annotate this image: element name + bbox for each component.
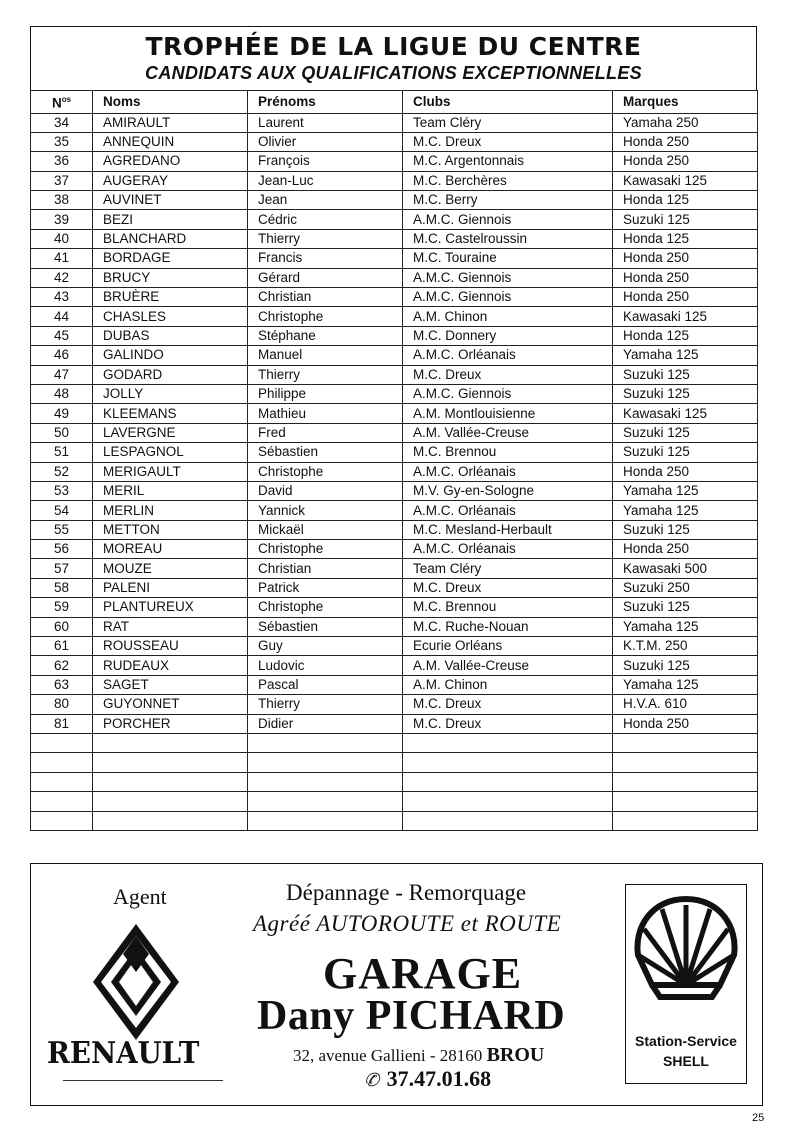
cell-number: 53: [31, 481, 93, 500]
cell-surname: AUGERAY: [93, 171, 248, 190]
cell-club: M.C. Dreux: [403, 365, 613, 384]
shell-caption-line1: Station-Service: [635, 1033, 737, 1049]
owner-name: Dany PICHARD: [257, 993, 566, 1039]
cell-surname: BRUÈRE: [93, 288, 248, 307]
cell-brand: Yamaha 125: [613, 481, 758, 500]
table-row: [31, 171, 758, 190]
cell-firstname: Gérard: [248, 268, 403, 287]
cell-number: 35: [31, 132, 93, 151]
cell-brand: Honda 125: [613, 326, 758, 345]
table-row: [31, 772, 758, 791]
cell-surname: CHASLES: [93, 307, 248, 326]
cell-firstname: Christian: [248, 559, 403, 578]
cell-number: 54: [31, 501, 93, 520]
table-body: [31, 113, 758, 830]
cell-brand: Suzuki 125: [613, 423, 758, 442]
cell-brand: Suzuki 125: [613, 365, 758, 384]
garage-advertisement: [30, 863, 763, 1106]
cell-number: 46: [31, 346, 93, 365]
cell-number: 47: [31, 365, 93, 384]
table-row: [31, 656, 758, 675]
cell-number: 63: [31, 675, 93, 694]
cell-club: A.M.C. Giennois: [403, 288, 613, 307]
services-line: Dépannage - Remorquage: [286, 880, 527, 905]
cell-brand: [613, 734, 758, 753]
cell-number: 50: [31, 423, 93, 442]
cell-club: A.M.C. Giennois: [403, 268, 613, 287]
cell-number: 58: [31, 578, 93, 597]
cell-brand: Honda 250: [613, 288, 758, 307]
cell-surname: PLANTUREUX: [93, 598, 248, 617]
cell-surname: KLEEMANS: [93, 404, 248, 423]
cell-number: [31, 753, 93, 772]
cell-brand: Suzuki 125: [613, 210, 758, 229]
cell-brand: [613, 772, 758, 791]
cell-club: M.C. Argentonnais: [403, 152, 613, 171]
cell-firstname: Cédric: [248, 210, 403, 229]
cell-club: Team Cléry: [403, 559, 613, 578]
cell-number: 55: [31, 520, 93, 539]
agent-label: Agent: [113, 884, 167, 909]
cell-brand: Suzuki 125: [613, 384, 758, 403]
column-header-number: $N^{os}$: [31, 91, 93, 114]
cell-surname: AUVINET: [93, 191, 248, 210]
table-row: [31, 307, 758, 326]
cell-club: [403, 811, 613, 830]
cell-brand: Honda 250: [613, 540, 758, 559]
cell-surname: MERLIN: [93, 501, 248, 520]
street-address: 32, avenue Gallieni - 28160: [293, 1046, 483, 1065]
cell-brand: K.T.M. 250: [613, 637, 758, 656]
cell-surname: [93, 792, 248, 811]
table-row: [31, 792, 758, 811]
cell-number: 36: [31, 152, 93, 171]
phone-icon: ✆: [364, 1070, 380, 1090]
table-row: [31, 753, 758, 772]
cell-number: [31, 811, 93, 830]
cell-club: M.V. Gy-en-Sologne: [403, 481, 613, 500]
table-row: [31, 210, 758, 229]
cell-club: A.M. Chinon: [403, 675, 613, 694]
cell-club: A.M. Chinon: [403, 307, 613, 326]
cell-club: A.M.C. Orléanais: [403, 462, 613, 481]
table-row: [31, 501, 758, 520]
cell-club: M.C. Brennou: [403, 443, 613, 462]
cell-surname: BORDAGE: [93, 249, 248, 268]
cell-firstname: Mickaël: [248, 520, 403, 539]
cell-club: A.M.C. Giennois: [403, 210, 613, 229]
cell-club: [403, 734, 613, 753]
cell-firstname: Patrick: [248, 578, 403, 597]
cell-club: [403, 772, 613, 791]
cell-number: 56: [31, 540, 93, 559]
table-header-row: [31, 91, 758, 114]
cell-surname: GODARD: [93, 365, 248, 384]
cell-brand: [613, 792, 758, 811]
cell-club: M.C. Berry: [403, 191, 613, 210]
column-header-names: Noms: [93, 91, 248, 114]
cell-number: 49: [31, 404, 93, 423]
table-row: [31, 404, 758, 423]
table-row: [31, 462, 758, 481]
cell-brand: Yamaha 125: [613, 501, 758, 520]
cell-firstname: Guy: [248, 637, 403, 656]
table-row: [31, 113, 758, 132]
address-line: [293, 1044, 544, 1067]
page-title: TROPHÉE DE LA LIGUE DU CENTRE: [145, 32, 642, 61]
cell-firstname: Didier: [248, 714, 403, 733]
cell-club: A.M.C. Orléanais: [403, 501, 613, 520]
cell-club: A.M.C. Orléanais: [403, 540, 613, 559]
cell-club: M.C. Mesland-Herbault: [403, 520, 613, 539]
cell-firstname: David: [248, 481, 403, 500]
cell-brand: Suzuki 250: [613, 578, 758, 597]
shell-logo-icon: [632, 893, 740, 1003]
cell-firstname: Mathieu: [248, 404, 403, 423]
cell-brand: Honda 125: [613, 229, 758, 248]
table-row: [31, 132, 758, 151]
table-row: [31, 559, 758, 578]
cell-number: 48: [31, 384, 93, 403]
cell-number: [31, 734, 93, 753]
cell-brand: H.V.A. 610: [613, 695, 758, 714]
cell-club: A.M.C. Giennois: [403, 384, 613, 403]
cell-surname: RUDEAUX: [93, 656, 248, 675]
cell-firstname: Ludovic: [248, 656, 403, 675]
cell-club: M.C. Donnery: [403, 326, 613, 345]
cell-number: 40: [31, 229, 93, 248]
cell-brand: Kawasaki 125: [613, 171, 758, 190]
cell-number: 42: [31, 268, 93, 287]
cell-surname: [93, 811, 248, 830]
table-row: [31, 734, 758, 753]
cell-brand: Honda 250: [613, 462, 758, 481]
table-row: [31, 811, 758, 830]
cell-brand: Honda 250: [613, 132, 758, 151]
cell-number: 34: [31, 113, 93, 132]
cell-club: M.C. Castelroussin: [403, 229, 613, 248]
cell-surname: MERIGAULT: [93, 462, 248, 481]
cell-number: 39: [31, 210, 93, 229]
cell-surname: [93, 772, 248, 791]
cell-brand: Kawasaki 125: [613, 404, 758, 423]
cell-club: M.C. Dreux: [403, 714, 613, 733]
cell-number: [31, 772, 93, 791]
table-row: [31, 443, 758, 462]
cell-club: M.C. Dreux: [403, 695, 613, 714]
cell-club: M.C. Brennou: [403, 598, 613, 617]
cell-firstname: Thierry: [248, 365, 403, 384]
cell-firstname: Olivier: [248, 132, 403, 151]
cell-number: 62: [31, 656, 93, 675]
cell-firstname: Philippe: [248, 384, 403, 403]
cell-club: M.C. Dreux: [403, 578, 613, 597]
cell-brand: Suzuki 125: [613, 443, 758, 462]
cell-brand: Suzuki 125: [613, 520, 758, 539]
table-row: [31, 540, 758, 559]
cell-club: A.M. Vallée-Creuse: [403, 656, 613, 675]
cell-surname: ROUSSEAU: [93, 637, 248, 656]
shell-panel: [625, 884, 747, 1084]
table-row: [31, 249, 758, 268]
cell-firstname: [248, 792, 403, 811]
table-row: [31, 326, 758, 345]
cell-brand: Yamaha 125: [613, 617, 758, 636]
table-row: [31, 637, 758, 656]
cell-number: 59: [31, 598, 93, 617]
cell-number: 61: [31, 637, 93, 656]
cell-surname: JOLLY: [93, 384, 248, 403]
cell-firstname: Laurent: [248, 113, 403, 132]
cell-number: 57: [31, 559, 93, 578]
cell-number: 44: [31, 307, 93, 326]
cell-surname: [93, 734, 248, 753]
cell-firstname: Francis: [248, 249, 403, 268]
cell-surname: AMIRAULT: [93, 113, 248, 132]
cell-brand: Suzuki 125: [613, 656, 758, 675]
business-name: GARAGE: [323, 949, 523, 998]
cell-brand: Yamaha 125: [613, 346, 758, 365]
cell-number: 43: [31, 288, 93, 307]
table-row: [31, 423, 758, 442]
cell-firstname: Christophe: [248, 462, 403, 481]
table-row: [31, 288, 758, 307]
cell-club: M.C. Berchères: [403, 171, 613, 190]
table-row: [31, 268, 758, 287]
column-header-firstnames: Prénoms: [248, 91, 403, 114]
renault-diamond-logo-icon: [91, 922, 181, 1042]
cell-firstname: Jean-Luc: [248, 171, 403, 190]
cell-surname: PORCHER: [93, 714, 248, 733]
cell-brand: Kawasaki 500: [613, 559, 758, 578]
table-row: [31, 675, 758, 694]
cell-surname: MERIL: [93, 481, 248, 500]
cell-brand: Yamaha 125: [613, 675, 758, 694]
renault-underline: [63, 1080, 223, 1081]
cell-firstname: François: [248, 152, 403, 171]
cell-club: M.C. Touraine: [403, 249, 613, 268]
shell-caption-line2: SHELL: [663, 1053, 709, 1069]
cell-brand: [613, 811, 758, 830]
cell-firstname: Fred: [248, 423, 403, 442]
cell-surname: RAT: [93, 617, 248, 636]
table-row: [31, 481, 758, 500]
cell-club: M.C. Ruche-Nouan: [403, 617, 613, 636]
cell-surname: AGREDANO: [93, 152, 248, 171]
cell-number: 51: [31, 443, 93, 462]
cell-surname: LAVERGNE: [93, 423, 248, 442]
table-row: [31, 617, 758, 636]
cell-club: M.C. Dreux: [403, 132, 613, 151]
cell-surname: MOREAU: [93, 540, 248, 559]
cell-surname: SAGET: [93, 675, 248, 694]
cell-firstname: [248, 734, 403, 753]
cell-club: Team Cléry: [403, 113, 613, 132]
cell-firstname: [248, 753, 403, 772]
page-subtitle: CANDIDATS AUX QUALIFICATIONS EXCEPTIONNELLES: [145, 63, 642, 83]
cell-firstname: Thierry: [248, 695, 403, 714]
cell-brand: Honda 250: [613, 714, 758, 733]
cell-firstname: Jean: [248, 191, 403, 210]
cell-club: A.M.C. Orléanais: [403, 346, 613, 365]
cell-number: 80: [31, 695, 93, 714]
column-header-clubs: Clubs: [403, 91, 613, 114]
cell-surname: BLANCHARD: [93, 229, 248, 248]
cell-firstname: Pascal: [248, 675, 403, 694]
cell-surname: BRUCY: [93, 268, 248, 287]
phone-number: 37.47.01.68: [386, 1066, 492, 1091]
table-row: [31, 578, 758, 597]
table-row: [31, 365, 758, 384]
cell-brand: [613, 753, 758, 772]
cell-firstname: Thierry: [248, 229, 403, 248]
cell-club: A.M. Montlouisienne: [403, 404, 613, 423]
cell-surname: [93, 753, 248, 772]
table-row: [31, 191, 758, 210]
table-row: [31, 152, 758, 171]
cell-club: [403, 753, 613, 772]
cell-number: 52: [31, 462, 93, 481]
town-name: BROU: [486, 1044, 545, 1066]
cell-number: 37: [31, 171, 93, 190]
phone-line: [364, 1066, 491, 1092]
cell-brand: Honda 250: [613, 268, 758, 287]
cell-club: [403, 792, 613, 811]
cell-firstname: Christophe: [248, 598, 403, 617]
table-row: [31, 520, 758, 539]
cell-club: Ecurie Orléans: [403, 637, 613, 656]
cell-number: 81: [31, 714, 93, 733]
table-row: [31, 346, 758, 365]
cell-brand: Honda 125: [613, 191, 758, 210]
approval-line: Agréé AUTOROUTE et ROUTE: [253, 911, 562, 936]
cell-brand: Suzuki 125: [613, 598, 758, 617]
cell-number: 45: [31, 326, 93, 345]
cell-firstname: Sébastien: [248, 617, 403, 636]
cell-surname: PALENI: [93, 578, 248, 597]
cell-surname: LESPAGNOL: [93, 443, 248, 462]
cell-brand: Honda 250: [613, 152, 758, 171]
table-row: [31, 695, 758, 714]
candidates-table: [30, 90, 758, 831]
cell-firstname: Manuel: [248, 346, 403, 365]
table-row: [31, 598, 758, 617]
cell-brand: Honda 250: [613, 249, 758, 268]
cell-firstname: Sébastien: [248, 443, 403, 462]
cell-number: [31, 792, 93, 811]
cell-firstname: [248, 811, 403, 830]
title-block: [30, 26, 757, 90]
column-header-brands: Marques: [613, 91, 758, 114]
cell-number: 60: [31, 617, 93, 636]
cell-firstname: Christian: [248, 288, 403, 307]
renault-brand-name: RENAULT: [47, 1036, 200, 1071]
cell-brand: Yamaha 250: [613, 113, 758, 132]
cell-firstname: Christophe: [248, 540, 403, 559]
cell-surname: GUYONNET: [93, 695, 248, 714]
cell-surname: DUBAS: [93, 326, 248, 345]
table-row: [31, 229, 758, 248]
shell-caption: [626, 1031, 746, 1071]
cell-firstname: Yannick: [248, 501, 403, 520]
cell-club: A.M. Vallée-Creuse: [403, 423, 613, 442]
cell-surname: GALINDO: [93, 346, 248, 365]
table-row: [31, 714, 758, 733]
table-row: [31, 384, 758, 403]
cell-surname: ANNEQUIN: [93, 132, 248, 151]
cell-number: 41: [31, 249, 93, 268]
page-number: 25: [752, 1112, 765, 1124]
cell-surname: BEZI: [93, 210, 248, 229]
cell-surname: MOUZE: [93, 559, 248, 578]
cell-brand: Kawasaki 125: [613, 307, 758, 326]
cell-firstname: Christophe: [248, 307, 403, 326]
cell-firstname: Stéphane: [248, 326, 403, 345]
cell-firstname: [248, 772, 403, 791]
cell-surname: METTON: [93, 520, 248, 539]
cell-number: 38: [31, 191, 93, 210]
